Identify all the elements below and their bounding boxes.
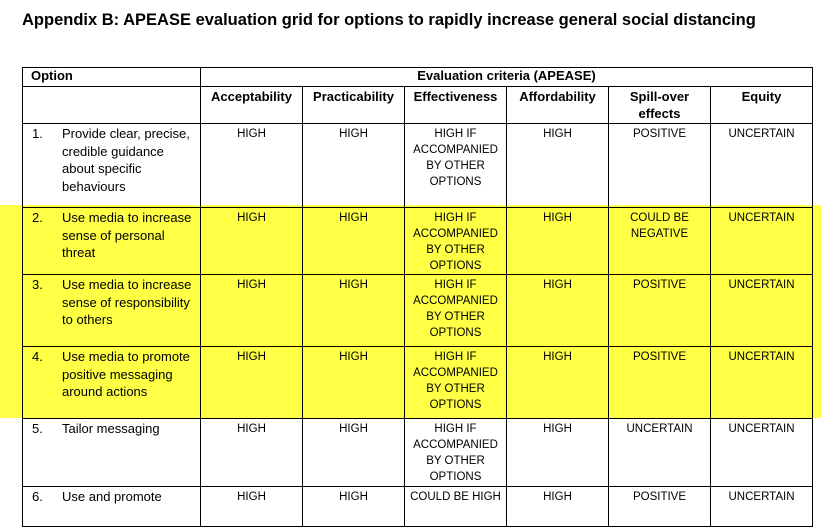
value-cell-equity: UNCERTAIN (711, 124, 813, 208)
option-cell (23, 208, 201, 275)
criteria-header: Evaluation criteria (APEASE) (201, 68, 813, 87)
value-cell-affordability: HIGH (507, 419, 609, 487)
option-header: Option (23, 68, 201, 87)
value-cell-acceptability: HIGH (201, 124, 303, 208)
option-text: Use media to promote positive messaging around actions (62, 349, 190, 399)
apease-grid (22, 67, 813, 527)
value-cell-affordability: HIGH (507, 275, 609, 347)
option-number: 4. (32, 349, 43, 364)
value-cell-effectiveness: HIGH IF ACCOMPANIED BY OTHER OPTIONS (405, 275, 507, 347)
col-header-affordability: Affordability (507, 87, 609, 124)
value-cell-acceptability: HIGH (201, 487, 303, 527)
option-number: 3. (32, 277, 43, 292)
value-cell-acceptability: HIGH (201, 347, 303, 419)
option-cell (23, 487, 201, 527)
col-header-equity: Equity (711, 87, 813, 124)
value-cell-practicability: HIGH (303, 347, 405, 419)
col-header-effectiveness: Effectiveness (405, 87, 507, 124)
value-cell-equity: UNCERTAIN (711, 208, 813, 275)
value-cell-equity: UNCERTAIN (711, 487, 813, 527)
value-cell-practicability: HIGH (303, 487, 405, 527)
value-cell-spillover: POSITIVE (609, 275, 711, 347)
value-cell-effectiveness: HIGH IF ACCOMPANIED BY OTHER OPTIONS (405, 419, 507, 487)
option-text: Use media to increase sense of responsibility to others (62, 277, 192, 327)
value-cell-acceptability: HIGH (201, 419, 303, 487)
value-cell-equity: UNCERTAIN (711, 347, 813, 419)
col-header-acceptability: Acceptability (201, 87, 303, 124)
value-cell-effectiveness: HIGH IF ACCOMPANIED BY OTHER OPTIONS (405, 124, 507, 208)
value-cell-spillover: UNCERTAIN (609, 419, 711, 487)
value-cell-practicability: HIGH (303, 419, 405, 487)
option-number: 1. (32, 126, 43, 141)
value-cell-affordability: HIGH (507, 487, 609, 527)
table-row (23, 275, 813, 347)
value-cell-practicability: HIGH (303, 275, 405, 347)
value-cell-spillover: POSITIVE (609, 347, 711, 419)
document-title: Appendix B: APEASE evaluation grid for options to rapidly increase general social distancing (22, 11, 756, 29)
option-cell (23, 347, 201, 419)
option-text: Use media to increase sense of personal threat (62, 210, 192, 260)
value-cell-effectiveness: HIGH IF ACCOMPANIED BY OTHER OPTIONS (405, 208, 507, 275)
table-row (23, 419, 813, 487)
value-cell-spillover: POSITIVE (609, 487, 711, 527)
option-cell (23, 124, 201, 208)
value-cell-spillover: COULD BE NEGATIVE (609, 208, 711, 275)
table-row (23, 208, 813, 275)
option-number: 2. (32, 210, 43, 225)
value-cell-affordability: HIGH (507, 208, 609, 275)
option-number: 6. (32, 489, 43, 504)
table-row (23, 124, 813, 208)
value-cell-acceptability: HIGH (201, 208, 303, 275)
value-cell-practicability: HIGH (303, 124, 405, 208)
value-cell-acceptability: HIGH (201, 275, 303, 347)
value-cell-practicability: HIGH (303, 208, 405, 275)
value-cell-affordability: HIGH (507, 347, 609, 419)
col-header-spillover: Spill-over effects (609, 87, 711, 124)
table-row (23, 487, 813, 527)
option-cell (23, 419, 201, 487)
table-row (23, 347, 813, 419)
option-number: 5. (32, 421, 43, 436)
option-text: Use and promote (62, 489, 162, 504)
value-cell-spillover: POSITIVE (609, 124, 711, 208)
option-text: Tailor messaging (62, 421, 160, 436)
col-header-practicability: Practicability (303, 87, 405, 124)
value-cell-effectiveness: HIGH IF ACCOMPANIED BY OTHER OPTIONS (405, 347, 507, 419)
value-cell-equity: UNCERTAIN (711, 275, 813, 347)
value-cell-effectiveness: COULD BE HIGH (405, 487, 507, 527)
value-cell-affordability: HIGH (507, 124, 609, 208)
value-cell-equity: UNCERTAIN (711, 419, 813, 487)
option-text: Provide clear, precise, credible guidance about specific behaviours (62, 126, 190, 194)
option-cell (23, 275, 201, 347)
option-header-blank (23, 87, 201, 124)
